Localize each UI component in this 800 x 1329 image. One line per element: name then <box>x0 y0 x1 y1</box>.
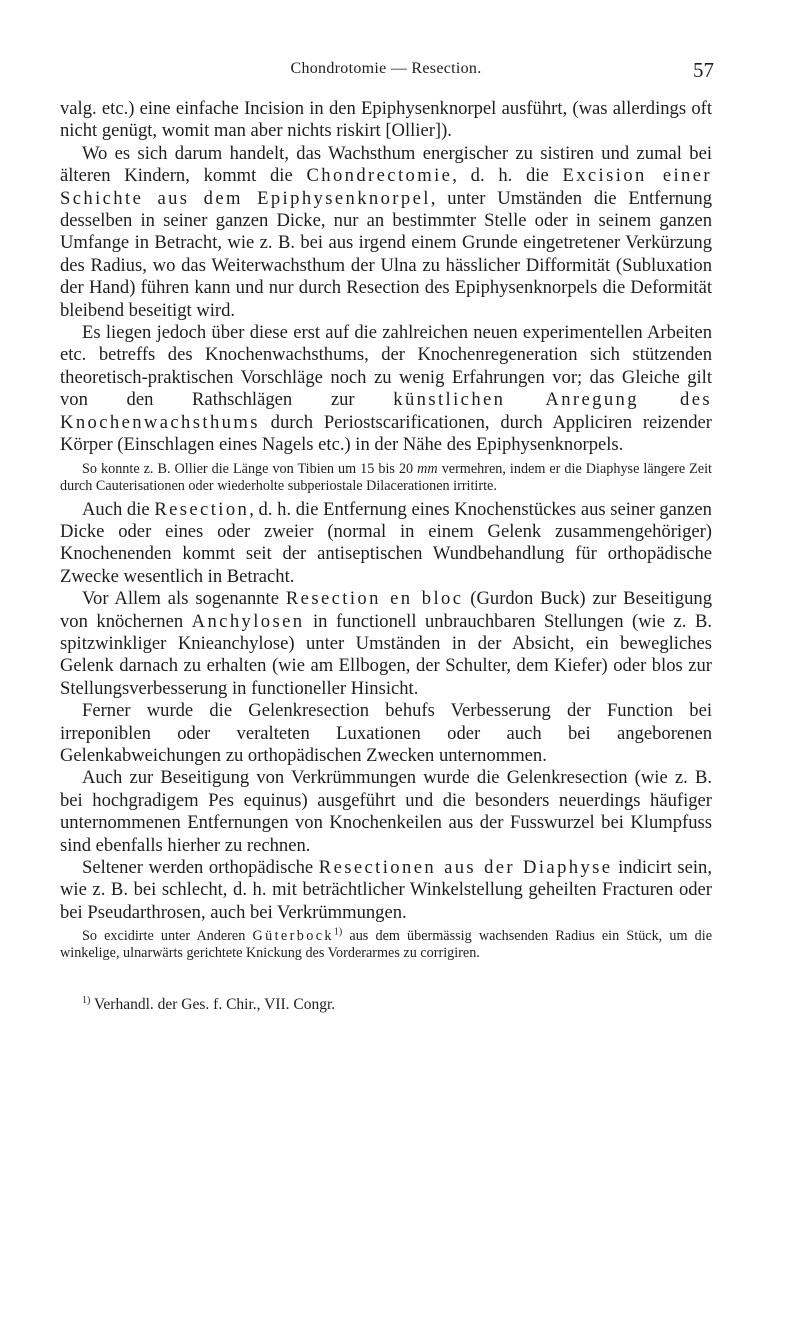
paragraph-8: Seltener werden orthopädische Resectionen aus der Diaphyse indicirt sein, wie z. B. bei schlecht, d. h. mit beträchtlicher Winkelstellung geheilten Fracturen oder bei Pseudarthrosen, auch bei Verkrümmungen. <box>60 857 712 923</box>
spaced-term: Resectionen aus der Diaphyse <box>318 857 613 878</box>
spaced-term: künstlichen Anregung des Knochenwachsthums <box>60 389 712 433</box>
unit-mm: mm <box>417 460 438 477</box>
paragraph-6: Ferner wurde die Gelenkresection behufs Verbesserung der Function bei irreponiblen oder veralteten Luxationen oder auch bei angeborenen Gelenkabweichungen zu orthopädischen Zwecken unternommen. <box>60 700 712 766</box>
paragraph-7: Auch zur Beseitigung von Verkrümmungen wurde die Gelenkresection (wie z. B. bei hochgradigem Pes equinus) ausgeführt und die besonders neuerdings häufiger unternommenen Entfernungen von Knochenkeilen aus der Fusswurzel bei Klumpfuss sind ebenfalls hierher zu rechnen. <box>60 767 712 856</box>
body-text <box>60 98 712 962</box>
spaced-term: Chondrectomie <box>306 165 453 187</box>
spaced-term: Excision einer Schichte aus dem Epiphysenknorpel <box>60 165 712 209</box>
paragraph-3: Es liegen jedoch über diese erst auf die zahlreichen neuen experimentellen Arbeiten etc. betreffs des Knochenwachsthums, der Knochenregeneration sich stützenden theoretisch-praktischen Vorschläge noch zu wenig Erfahrungen vor; das Gleiche gilt von den Rathschlägen zur künstlichen Anregung des Knochenwachsthums durch Periostscarificationen, durch Appliciren reizender Körper (Einschlagen eines Nagels etc.) in der Nähe des Epiphysenknorpels. <box>60 322 712 456</box>
spaced-term: Resection en bloc <box>285 588 464 610</box>
small-print-note-2: So excidirte unter Anderen Güterbock$^{1)}$ aus dem übermässig wachsenden Radius ein Stück, um die winkelige, ulnarwärts gerichtete Knickung des Vorderarmes zu corrigiren. <box>60 926 712 962</box>
book-page <box>60 58 712 1014</box>
paragraph-1: valg. etc.) eine einfache Incision in den Epiphysenknorpel ausführt, (was allerdings oft nicht genügt, womit man aber nichts riskirt [Ollier]). <box>60 98 712 142</box>
small-print-note-1: So konnte z. B. Ollier die Länge von Tibien um 15 bis 20 mm vermehren, indem er die Diaphyse längere Zeit durch Cauterisationen oder wiederholte subperiostale Dilacerationen irritirte. <box>60 460 712 494</box>
footnote-marker: 1) <box>82 995 91 1007</box>
spaced-term: Anchylosen <box>191 610 305 632</box>
page-number: 57 <box>693 58 714 82</box>
spaced-term: Resection <box>154 498 250 520</box>
footnote-text: Verhandl. der Ges. f. Chir., VII. Congr. <box>90 996 336 1014</box>
paragraph-2: Wo es sich darum handelt, das Wachsthum energischer zu sistiren und zumal bei älteren Kindern, kommt die Chondrectomie, d. h. die Excision einer Schichte aus dem Epiphysenknorpel, unter Umständen die Entfernung desselben in seiner ganzen Dicke, nur an bestimmter Stelle oder in seinem ganzen Umfange in Betracht, wie z. B. bei aus irgend einem Grunde eingetretener Verkürzung des Radius, wo das Weiterwachsthum der Ulna zu hässlicher Difformität (Subluxation der Hand) führen kann und nur durch Resection des Epiphysenknorpels die Deformität bleibend beseitigt wird. <box>60 142 712 321</box>
running-title: Chondrotomie — Resection. <box>290 60 482 77</box>
paragraph-5: Vor Allem als sogenannte Resection en bloc (Gurdon Buck) zur Beseitigung von knöchernen Anchylosen in functionell unbrauchbaren Stellungen (wie z. B. spitzwinkliger Knieanchylose) unter Umständen in der Absicht, ein bewegliches Gelenk darnach zu erhalten (wie am Ellbogen, der Schulter, dem Kiefer) oder blos zur Stellungsverbesserung in functioneller Hinsicht. <box>60 588 713 699</box>
footnote <box>60 996 712 1014</box>
footnote-reference: 1) <box>333 926 343 938</box>
running-head <box>60 58 712 84</box>
paragraph-4: Auch die Resection, d. h. die Entfernung eines Knochenstückes aus seiner ganzen Dicke oder eines oder zweier (normal in einem Gelenk zusammengehöriger) Knochenenden kommt seit der antiseptischen Wundbehandlung für orthopädische Zwecke wesentlich in Betracht. <box>60 498 712 587</box>
spaced-name: Güterbock <box>252 928 334 945</box>
